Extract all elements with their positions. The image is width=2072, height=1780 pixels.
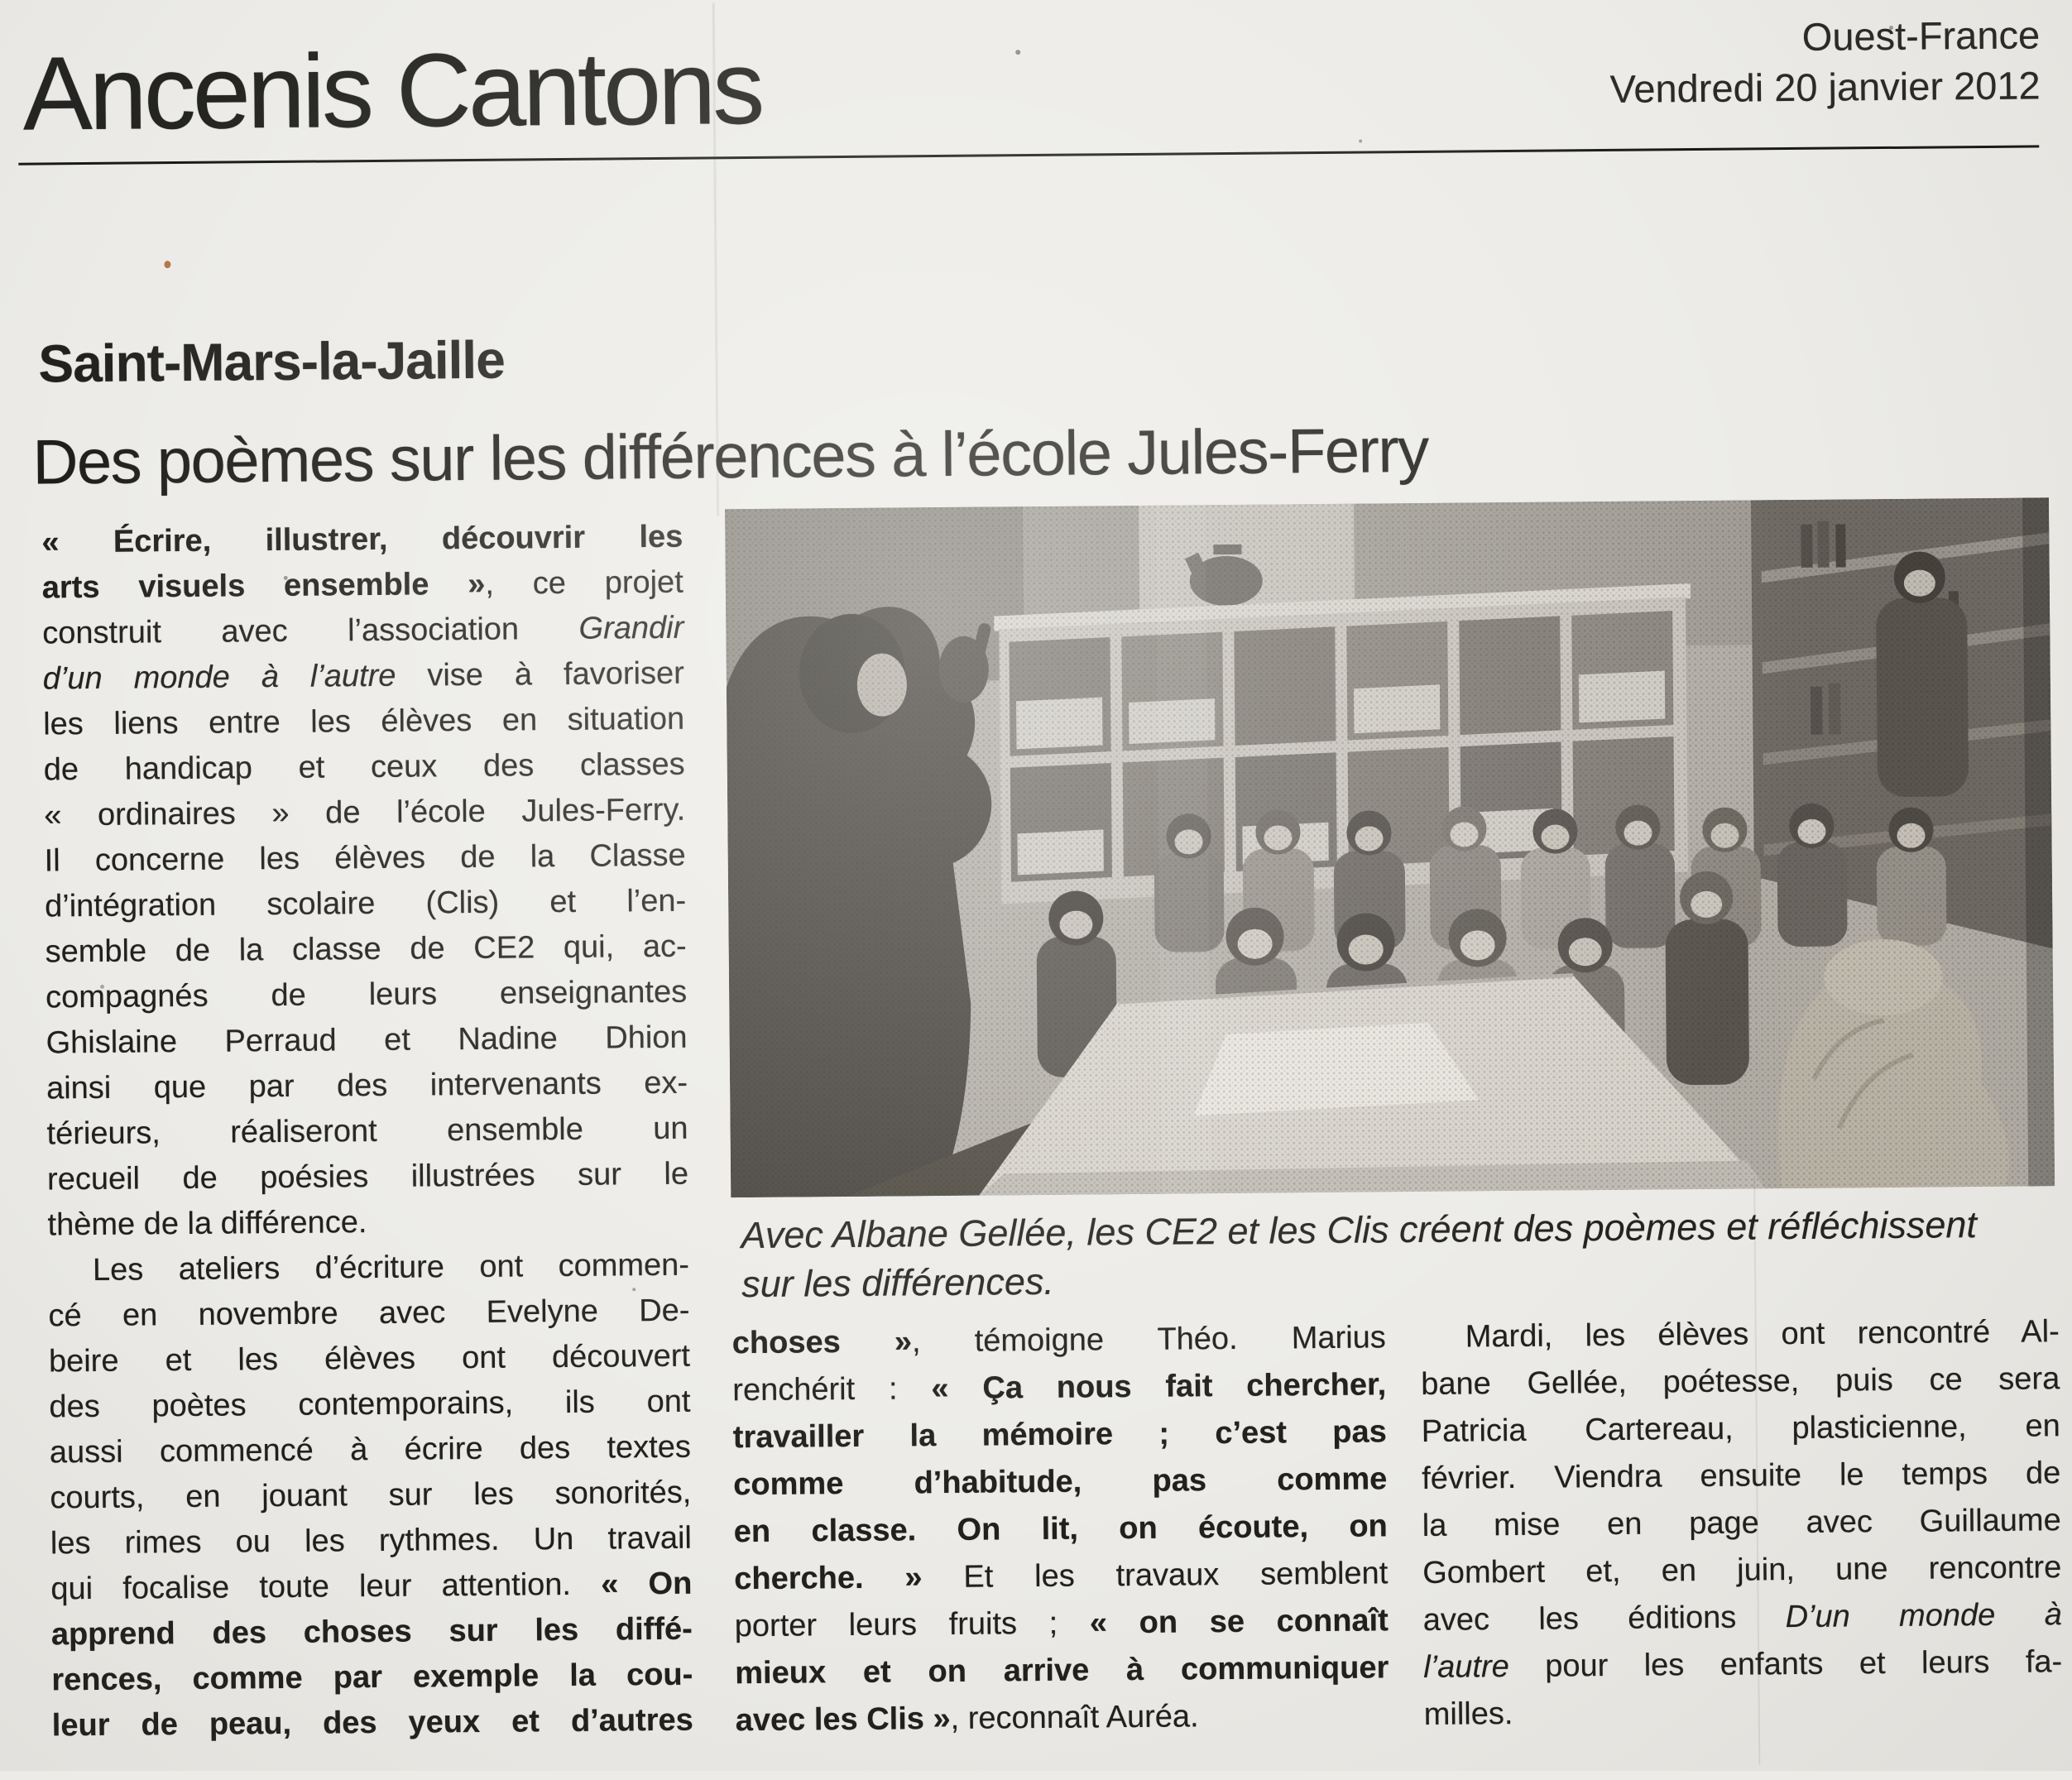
article-column-3 [1421,1308,2063,1739]
text-run: Il concerne les élèves de la Classe [44,837,686,879]
text-line [732,1314,1386,1367]
text-run: l’autre [1423,1649,1509,1685]
text-run: D’un monde à [1785,1597,2062,1635]
text-run: Et les travaux semblent [922,1556,1389,1595]
text-run: Les ateliers d’écriture ont commen- [92,1247,690,1288]
article-column-1 [41,515,693,1749]
scan-speck [1015,50,1020,55]
text-line [42,560,683,612]
town-kicker: Saint-Mars-la-Jaille [38,329,506,394]
text-line [50,1516,692,1567]
text-run: aussi commencé à écrire des textes [49,1429,692,1471]
text-line [1422,1450,2060,1503]
text-run: les rimes ou les rythmes. Un travail [50,1520,693,1562]
text-line [49,1334,690,1385]
text-run: compagnés de leurs enseignantes [45,974,688,1015]
section-title: Ancenis Cantons [22,28,762,152]
text-line [46,1061,688,1112]
text-run: comme d’habitude, pas comme [733,1461,1388,1503]
scan-speck [1359,140,1362,143]
text-run: « ordinaires » de l’école Jules-Ferry. [44,792,686,833]
article-photo [725,497,2055,1197]
text-line [45,924,686,976]
text-run: Grandir [578,610,684,646]
text-line [736,1691,1389,1744]
text-line [42,606,683,657]
text-line [50,1562,692,1613]
text-run: , ce projet [485,564,683,602]
article-headline: Des poèmes sur les différences à l’école Jules-Ferry [32,415,1429,498]
text-run: Ghislaine Perraud et Nadine Dhion [46,1020,688,1061]
text-line [49,1379,690,1431]
newspaper-name: Ouest-France [1801,12,2041,59]
text-run: mieux et on arrive à communiquer [735,1650,1389,1691]
photo-caption [741,1200,2032,1309]
text-line [47,1152,688,1203]
photo-halftone-overlay [725,497,2055,1197]
text-run: cherche. » [734,1560,923,1597]
text-line [734,1503,1388,1556]
text-run: thème de la différence. [47,1205,367,1243]
text-run: construit avec l’association [42,611,579,651]
text-line [44,788,685,839]
text-line [51,1653,693,1704]
text-run: pour les enfants et leurs fa- [1508,1644,2063,1685]
text-line [45,879,686,930]
text-line [1422,1403,2060,1456]
text-run: renchérit : [732,1371,932,1408]
text-run: bane Gellée, poétesse, puis ce sera [1421,1361,2060,1402]
text-line [1421,1355,2060,1408]
text-line [734,1550,1388,1603]
text-run: choses » [731,1324,913,1361]
text-run: Mardi, les élèves ont rencontré Al- [1465,1314,2060,1355]
text-run: les liens entre les élèves en situation [43,701,685,742]
text-line [46,1015,687,1067]
text-run: en classe. On lit, on écoute, on [733,1509,1388,1550]
text-line [43,697,684,748]
text-run: vise à favoriser [396,655,684,693]
caption-line: sur les différences. [741,1259,1055,1306]
text-run: leur de peau, des yeux et d’autres [51,1702,693,1744]
issue-date: Vendredi 20 janvier 2012 [1609,63,2041,111]
text-run: Gombert et, en juin, une rencontre [1422,1550,2062,1590]
text-line [46,970,687,1021]
text-run: , témoigne Théo. Marius [911,1320,1386,1360]
scan-speck [164,261,170,268]
text-line [1422,1544,2061,1597]
text-line [1423,1591,2062,1644]
text-run: la mise en page avec Guillaume [1422,1503,2061,1543]
text-run: « Écrire, illustrer, découvrir les [41,519,683,560]
classroom-photo-illustration [725,497,2055,1197]
text-run: « Ça nous fait chercher, [931,1367,1387,1407]
text-run: « On [601,1566,693,1602]
text-line [52,1698,693,1749]
text-line [47,1197,688,1249]
text-run: d’intégration scolaire (Clis) et l’en- [44,883,687,924]
text-line [48,1288,689,1340]
text-line [732,1361,1386,1414]
text-run: ainsi que par des intervenants ex- [46,1065,688,1106]
text-line [50,1471,691,1522]
text-line [735,1597,1389,1650]
text-run: térieurs, réaliseront ensemble un [46,1111,688,1152]
caption-line: Avec Albane Gellée, les CE2 et les Clis créent des poèmes et réfléchissent [741,1203,1978,1257]
text-run: avec les éditions [1422,1600,1786,1638]
text-line [43,651,684,703]
text-run: avec les Clis » [735,1701,951,1739]
text-run: recueil de poésies illustrées sur le [46,1156,689,1197]
text-line [1424,1686,2063,1739]
text-run: « on se connaît [1089,1603,1389,1641]
text-line [1422,1497,2061,1550]
text-run: travailler la mémoire ; c’est pas [732,1414,1387,1456]
text-line [733,1456,1387,1509]
text-run: milles. [1423,1696,1513,1732]
text-run: de handicap et ceux des classes [43,746,685,788]
text-run: d’un monde à l’autre [42,658,396,697]
text-run: qui focalise toute leur attention. [50,1566,602,1607]
text-run: des poètes contemporains, ils ont [49,1384,691,1425]
article-column-2 [732,1314,1389,1744]
text-line [44,742,685,794]
text-line [41,515,683,566]
text-line [1421,1308,2060,1361]
text-run: cé en novembre avec Evelyne De- [48,1293,690,1334]
text-line [50,1425,691,1476]
text-run: arts visuels ensemble » [41,566,486,606]
text-line [51,1607,693,1658]
text-run: apprend des choses sur les diffé- [50,1611,693,1653]
text-run: février. Viendra ensuite le temps de [1422,1456,2061,1496]
text-run: rences, comme par exemple la cou- [51,1657,693,1698]
text-line [44,833,685,885]
text-run: Patricia Cartereau, plasticienne, en [1421,1408,2060,1449]
text-run: semble de la classe de CE2 qui, ac- [45,928,687,970]
text-run: beire et les élèves ont découvert [48,1338,691,1379]
text-run: , reconnaît Auréa. [950,1699,1199,1736]
text-line [48,1243,689,1294]
text-run: porter leurs fruits ; [734,1605,1091,1644]
text-run: courts, en jouant sur les sonorités, [50,1475,692,1516]
text-line [46,1106,688,1158]
text-line [1423,1638,2062,1691]
text-line [735,1644,1389,1697]
paper-meta [1609,9,2041,114]
text-line [733,1408,1387,1461]
